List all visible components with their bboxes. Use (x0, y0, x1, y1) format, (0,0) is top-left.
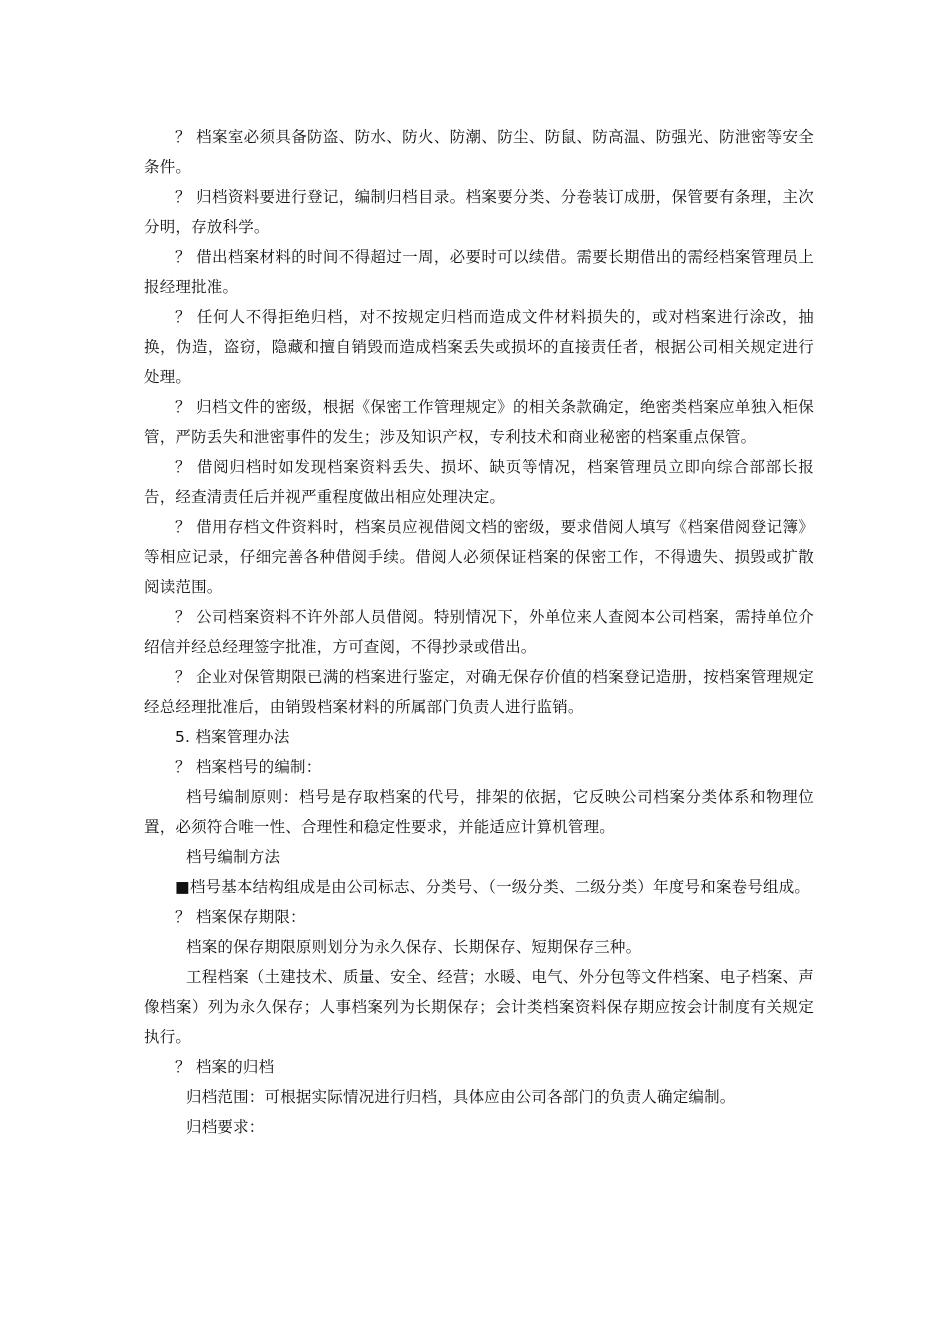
paragraph-6: ？ 借阅归档时如发现档案资料丢失、损坏、缺页等情况，档案管理员立即向综合部部长报告，经查清责任后并视严重程度做出相应处理决定。 (144, 458, 814, 506)
paragraph-9: ？ 企业对保管期限已满的档案进行鉴定，对确无保存价值的档案登记造册，按档案管理规定经总经理批准后，由销毁档案材料的所属部门负责人进行监销。 (144, 668, 814, 716)
paragraph-16: 档案的保存期限原则划分为永久保存、长期保存、短期保存三种。 (186, 938, 642, 956)
paragraph-2: ？ 归档资料要进行登记，编制归档目录。档案要分类、分卷装订成册，保管要有条理，主次分明，存放科学。 (144, 188, 814, 236)
paragraph-20: 归档要求： (186, 1118, 265, 1136)
paragraph-11: ？ 档案档号的编制： (175, 758, 322, 776)
paragraph-5: ？ 归档文件的密级，根据《保密工作管理规定》的相关条款确定，绝密类档案应单独入柜保管，严防丢失和泄密事件的发生；涉及知识产权，专利技术和商业秘密的档案重点保管。 (144, 398, 814, 446)
paragraph-10: 5. 档案管理办法 (175, 728, 290, 746)
paragraph-18: ？ 档案的归档 (175, 1058, 275, 1076)
paragraph-8: ？ 公司档案资料不许外部人员借阅。特别情况下，外单位来人查阅本公司档案，需持单位介绍信并经总经理签字批准，方可查阅，不得抄录或借出。 (144, 608, 814, 656)
paragraph-12: 档号编制原则：档号是存取档案的代号，排架的依据，它反映公司档案分类体系和物理位置，必须符合唯一性、合理性和稳定性要求，并能适应计算机管理。 (144, 788, 814, 836)
paragraph-15: ？ 档案保存期限： (175, 908, 306, 926)
paragraph-1: ？ 档案室必须具备防盗、防水、防火、防潮、防尘、防鼠、防高温、防强光、防泄密等安全条件。 (144, 128, 814, 176)
paragraph-19: 归档范围：可根据实际情况进行归档，具体应由公司各部门的负责人确定编制。 (186, 1088, 736, 1106)
document-body (144, 122, 814, 1142)
paragraph-17: 工程档案（土建技术、质量、安全、经营；水暖、电气、外分包等文件档案、电子档案、声像档案）列为永久保存；人事档案列为长期保存；会计类档案资料保存期应按会计制度有关规定执行。 (144, 968, 815, 1046)
paragraph-14: ■档号基本结构组成是由公司标志、分类号、（一级分类、二级分类）年度号和案卷号组成。 (175, 878, 811, 896)
paragraph-4: ？ 任何人不得拒绝归档，对不按规定归档而造成文件材料损失的，或对档案进行涂改，抽换，伪造，盗窃，隐藏和擅自销毁而造成档案丢失或损坏的直接责任者，根据公司相关规定进行处理。 (144, 308, 814, 386)
paragraph-7: ？ 借用存档文件资料时，档案员应视借阅文档的密级，要求借阅人填写《档案借阅登记簿》等相应记录，仔细完善各种借阅手续。借阅人必须保证档案的保密工作，不得遗失、损毁或扩散阅读范围。 (144, 518, 814, 596)
paragraph-3: ？ 借出档案材料的时间不得超过一周，必要时可以续借。需要长期借出的需经档案管理员上报经理批准。 (144, 248, 814, 296)
paragraph-13: 档号编制方法 (186, 848, 281, 866)
